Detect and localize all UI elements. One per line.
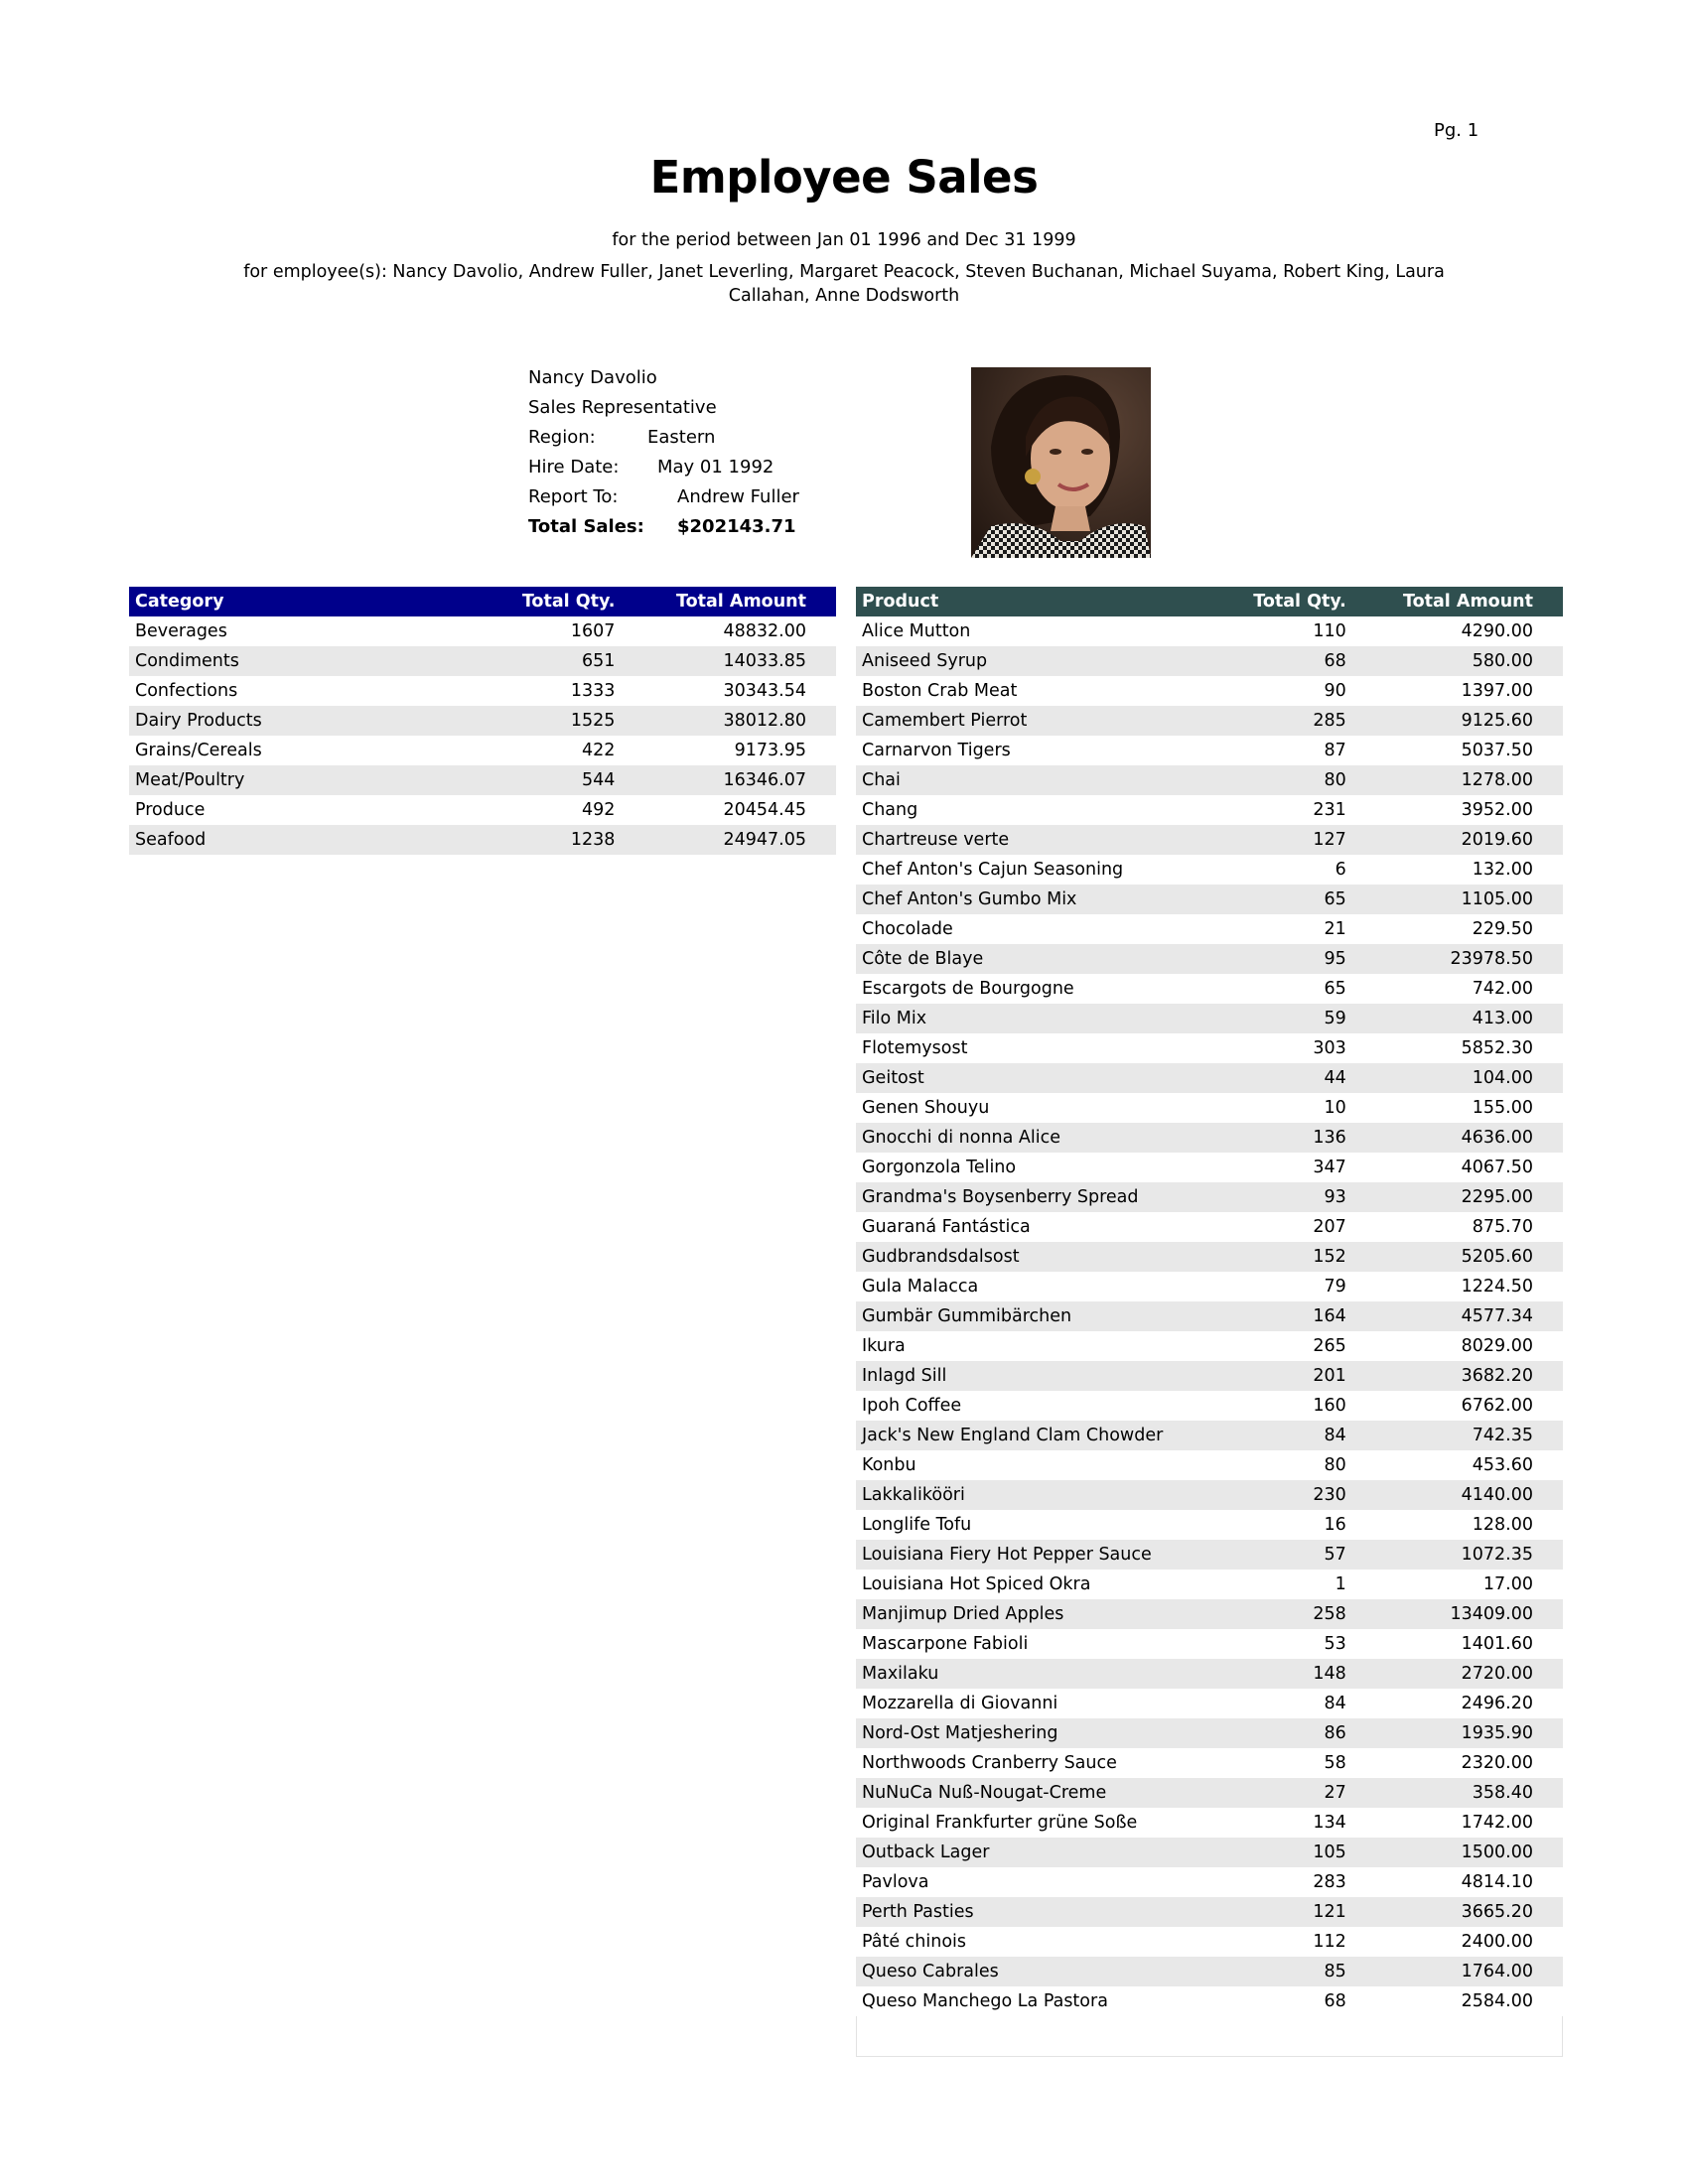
cell-total-qty: 148 [1210, 1659, 1376, 1689]
cell-name: Ikura [862, 1336, 906, 1356]
table-row [856, 1063, 1563, 1093]
cell-total-qty: 136 [1210, 1123, 1376, 1153]
cell-name: Chai [856, 765, 1210, 795]
report-employee-list: for employee(s): Nancy Davolio, Andrew Fuller, Janet Leverling, Margaret Peacock, Steven Buchanan, Michael Suyama, Robert King, Laura Callahan, Anne Dodsworth [243, 262, 1445, 306]
cell-name: Manjimup Dried Apples [856, 1599, 1210, 1629]
cell-total-qty: 230 [1210, 1480, 1376, 1510]
column-header-total-qty: Total Qty. [1210, 587, 1376, 616]
cell-total-qty: 84 [1210, 1421, 1376, 1450]
column-header-category: Category [129, 587, 472, 616]
cell-name: Escargots de Bourgogne [862, 979, 1074, 999]
cell-name: Louisiana Hot Spiced Okra [862, 1574, 1091, 1594]
cell-name: Gnocchi di nonna Alice [856, 1123, 1210, 1153]
cell-total-amount: 24947.05 [644, 825, 836, 855]
category-sales-table [129, 587, 836, 855]
cell-total-amount: 413.00 [1376, 1004, 1563, 1033]
cell-name: NuNuCa Nuß-Nougat-Creme [856, 1778, 1210, 1808]
cell-total-qty: 492 [582, 800, 616, 820]
cell-total-qty: 258 [1210, 1599, 1376, 1629]
cell-total-qty: 285 [1210, 706, 1376, 736]
cell-name: Grandma's Boysenberry Spread [856, 1182, 1210, 1212]
cell-total-amount: 5852.30 [1461, 1038, 1533, 1058]
cell-total-qty: 6 [1335, 860, 1346, 880]
cell-total-qty: 90 [1324, 681, 1346, 701]
cell-total-amount: 1278.00 [1376, 765, 1563, 795]
cell-total-amount: 5205.60 [1376, 1242, 1563, 1272]
cell-total-amount: 4814.10 [1461, 1872, 1533, 1892]
cell-total-qty: 1238 [472, 825, 645, 855]
cell-total-qty: 65 [1324, 979, 1346, 999]
cell-total-amount: 20454.45 [723, 800, 806, 820]
cell-total-amount: 155.00 [1472, 1098, 1533, 1118]
table-row [856, 1450, 1563, 1480]
table-row [856, 1629, 1563, 1659]
table-row [856, 1182, 1563, 1212]
employee-title: Sales Representative [528, 397, 717, 418]
cell-name: Maxilaku [856, 1659, 1210, 1689]
table-row [856, 1570, 1563, 1599]
cell-name: Perth Pasties [856, 1897, 1210, 1927]
cell-total-qty: 105 [1210, 1838, 1376, 1867]
cell-total-amount: 875.70 [1472, 1217, 1533, 1237]
cell-name: Mozzarella di Giovanni [862, 1694, 1058, 1713]
cell-total-amount: 16346.07 [644, 765, 836, 795]
cell-total-amount: 2019.60 [1376, 825, 1563, 855]
cell-name: Chocolade [862, 919, 953, 939]
cell-total-amount: 2295.00 [1376, 1182, 1563, 1212]
table-row [129, 676, 836, 706]
cell-total-qty: 16 [1324, 1515, 1346, 1535]
table-row [856, 885, 1563, 914]
cell-name: Grains/Cereals [135, 741, 262, 760]
cell-name: Beverages [135, 621, 227, 641]
table-row [856, 1421, 1563, 1450]
cell-total-amount: 132.00 [1472, 860, 1533, 880]
cell-name: Seafood [129, 825, 472, 855]
table-row [856, 706, 1563, 736]
cell-name: Gorgonzola Telino [862, 1158, 1017, 1177]
cell-name: Queso Cabrales [856, 1957, 1210, 1986]
cell-name: Aniseed Syrup [856, 646, 1210, 676]
cell-total-amount: 4290.00 [1461, 621, 1533, 641]
cell-total-amount: 2320.00 [1461, 1753, 1533, 1773]
cell-name: Chef Anton's Gumbo Mix [856, 885, 1210, 914]
table-row [856, 1659, 1563, 1689]
cell-total-qty: 21 [1324, 919, 1346, 939]
column-header-total-amount: Total Amount [1376, 587, 1563, 616]
cell-name: Guaraná Fantástica [862, 1217, 1031, 1237]
cell-total-qty: 68 [1324, 1991, 1346, 2011]
table-row [856, 736, 1563, 765]
cell-total-amount: 3665.20 [1376, 1897, 1563, 1927]
cell-total-qty: 1333 [570, 681, 616, 701]
cell-name: Queso Manchego La Pastora [862, 1991, 1108, 2011]
cell-name: Inlagd Sill [856, 1361, 1210, 1391]
cell-total-qty: 422 [582, 741, 616, 760]
table-row [129, 616, 836, 646]
cell-total-amount: 5037.50 [1461, 741, 1533, 760]
table-row [856, 1004, 1563, 1033]
table-row [856, 1331, 1563, 1361]
table-row [856, 825, 1563, 855]
table-row [856, 1272, 1563, 1301]
cell-total-qty: 44 [1210, 1063, 1376, 1093]
table-row [856, 1718, 1563, 1748]
cell-total-qty: 160 [1313, 1396, 1346, 1416]
table-row [856, 1153, 1563, 1182]
table-row [856, 765, 1563, 795]
page-number: Pg. 1 [1434, 120, 1479, 141]
cell-total-qty: 95 [1210, 944, 1376, 974]
table-row [856, 795, 1563, 825]
cell-total-amount: 14033.85 [644, 646, 836, 676]
cell-total-qty: 80 [1324, 1455, 1346, 1475]
cell-total-qty: 347 [1313, 1158, 1346, 1177]
cell-total-amount: 38012.80 [644, 706, 836, 736]
table-row [129, 706, 836, 736]
cell-name: Boston Crab Meat [862, 681, 1018, 701]
table-row [129, 825, 836, 855]
cell-name: Condiments [129, 646, 472, 676]
cell-total-amount: 30343.54 [723, 681, 806, 701]
cell-total-qty: 93 [1210, 1182, 1376, 1212]
cell-total-qty: 112 [1313, 1932, 1346, 1952]
column-header-total-amount: Total Amount [644, 587, 836, 616]
product-table-footer [856, 2016, 1563, 2057]
cell-total-amount: 17.00 [1482, 1574, 1533, 1594]
table-row [856, 1301, 1563, 1331]
cell-name: Louisiana Fiery Hot Pepper Sauce [856, 1540, 1210, 1570]
cell-name: Gudbrandsdalsost [856, 1242, 1210, 1272]
cell-total-qty: 65 [1210, 885, 1376, 914]
table-row [856, 1212, 1563, 1242]
cell-total-qty: 1525 [472, 706, 645, 736]
cell-name: Gula Malacca [862, 1277, 979, 1297]
product-sales-table [856, 587, 1563, 2016]
table-row [129, 765, 836, 795]
cell-total-amount: 742.35 [1376, 1421, 1563, 1450]
region-label: Region: [528, 427, 596, 448]
cell-name: Meat/Poultry [129, 765, 472, 795]
table-row [856, 1093, 1563, 1123]
table-row [856, 1033, 1563, 1063]
cell-name: Camembert Pierrot [856, 706, 1210, 736]
table-row [856, 855, 1563, 885]
cell-total-amount: 1105.00 [1376, 885, 1563, 914]
cell-total-amount: 229.50 [1472, 919, 1533, 939]
cell-total-amount: 23978.50 [1376, 944, 1563, 974]
column-header-product: Product [856, 587, 1210, 616]
table-row [856, 1540, 1563, 1570]
table-row [856, 646, 1563, 676]
cell-name: Dairy Products [129, 706, 472, 736]
cell-total-amount: 1397.00 [1461, 681, 1533, 701]
cell-total-amount: 1401.60 [1461, 1634, 1533, 1654]
table-row [856, 1361, 1563, 1391]
cell-total-qty: 651 [472, 646, 645, 676]
table-row [856, 974, 1563, 1004]
cell-name: Geitost [856, 1063, 1210, 1093]
table-row [856, 1808, 1563, 1838]
cell-total-amount: 1742.00 [1461, 1813, 1533, 1833]
cell-total-qty: 27 [1210, 1778, 1376, 1808]
report-to-value: Andrew Fuller [677, 486, 799, 507]
total-sales-label: Total Sales: [528, 516, 644, 537]
cell-name: Ipoh Coffee [862, 1396, 962, 1416]
table-row [856, 676, 1563, 706]
cell-total-qty: 10 [1324, 1098, 1346, 1118]
cell-total-qty: 86 [1210, 1718, 1376, 1748]
cell-total-qty: 84 [1324, 1694, 1346, 1713]
cell-total-qty: 134 [1313, 1813, 1346, 1833]
cell-total-amount: 580.00 [1376, 646, 1563, 676]
cell-name: Chef Anton's Cajun Seasoning [862, 860, 1124, 880]
cell-total-amount: 4140.00 [1376, 1480, 1563, 1510]
cell-total-qty: 59 [1210, 1004, 1376, 1033]
hire-date-label: Hire Date: [528, 457, 620, 478]
cell-name: Nord-Ost Matjeshering [856, 1718, 1210, 1748]
cell-name: Konbu [862, 1455, 916, 1475]
report-period: for the period between Jan 01 1996 and Dec 31 1999 [612, 230, 1076, 250]
cell-total-qty: 121 [1210, 1897, 1376, 1927]
region-value: Eastern [647, 427, 716, 448]
cell-name: Alice Mutton [862, 621, 971, 641]
cell-name: Confections [135, 681, 238, 701]
cell-name: Produce [135, 800, 206, 820]
cell-total-qty: 283 [1313, 1872, 1346, 1892]
cell-name: Northwoods Cranberry Sauce [862, 1753, 1117, 1773]
table-row [856, 1689, 1563, 1718]
cell-total-qty: 68 [1210, 646, 1376, 676]
cell-total-amount: 1072.35 [1376, 1540, 1563, 1570]
cell-total-qty: 57 [1210, 1540, 1376, 1570]
cell-total-amount: 104.00 [1376, 1063, 1563, 1093]
cell-name: Chartreuse verte [856, 825, 1210, 855]
employee-name: Nancy Davolio [528, 367, 657, 388]
table-row [856, 1242, 1563, 1272]
cell-total-qty: 231 [1313, 800, 1346, 820]
cell-total-qty: 79 [1324, 1277, 1346, 1297]
column-header-total-qty: Total Qty. [472, 587, 645, 616]
cell-name: Longlife Tofu [862, 1515, 972, 1535]
cell-total-qty: 53 [1324, 1634, 1346, 1654]
cell-total-amount: 4636.00 [1376, 1123, 1563, 1153]
table-row [129, 646, 836, 676]
cell-total-amount: 453.60 [1472, 1455, 1533, 1475]
cell-name: Jack's New England Clam Chowder [856, 1421, 1210, 1450]
cell-total-amount: 2400.00 [1461, 1932, 1533, 1952]
table-header-row [856, 587, 1563, 616]
cell-name: Original Frankfurter grüne Soße [862, 1813, 1138, 1833]
cell-total-qty: 265 [1313, 1336, 1346, 1356]
employee-photo [971, 367, 1151, 558]
cell-name: Pâté chinois [862, 1932, 967, 1952]
cell-total-amount: 9173.95 [734, 741, 806, 760]
cell-name: Pavlova [862, 1872, 929, 1892]
cell-total-amount: 4577.34 [1376, 1301, 1563, 1331]
total-sales-value: $202143.71 [677, 516, 796, 537]
table-row [856, 1599, 1563, 1629]
cell-name: Carnarvon Tigers [862, 741, 1011, 760]
cell-total-qty: 1607 [570, 621, 616, 641]
table-row [856, 1123, 1563, 1153]
cell-total-amount: 6762.00 [1461, 1396, 1533, 1416]
cell-name: Genen Shouyu [862, 1098, 990, 1118]
cell-total-amount: 1224.50 [1461, 1277, 1533, 1297]
cell-total-qty: 87 [1324, 741, 1346, 760]
table-row [856, 1480, 1563, 1510]
table-row [856, 1510, 1563, 1540]
cell-total-amount: 8029.00 [1461, 1336, 1533, 1356]
cell-total-qty: 201 [1210, 1361, 1376, 1391]
cell-total-amount: 2584.00 [1461, 1991, 1533, 2011]
table-row [856, 944, 1563, 974]
cell-name: Mascarpone Fabioli [862, 1634, 1029, 1654]
cell-total-amount: 1764.00 [1376, 1957, 1563, 1986]
cell-total-qty: 80 [1210, 765, 1376, 795]
cell-name: Outback Lager [856, 1838, 1210, 1867]
table-row [856, 1778, 1563, 1808]
cell-total-amount: 128.00 [1472, 1515, 1533, 1535]
table-row [856, 914, 1563, 944]
table-row [856, 1927, 1563, 1957]
cell-total-qty: 544 [472, 765, 645, 795]
cell-total-amount: 13409.00 [1376, 1599, 1563, 1629]
cell-total-amount: 2720.00 [1376, 1659, 1563, 1689]
cell-total-amount: 358.40 [1376, 1778, 1563, 1808]
cell-total-qty: 207 [1313, 1217, 1346, 1237]
cell-name: Gumbär Gummibärchen [856, 1301, 1210, 1331]
cell-total-qty: 110 [1313, 621, 1346, 641]
table-row [856, 1986, 1563, 2016]
cell-total-amount: 1500.00 [1376, 1838, 1563, 1867]
report-title: Employee Sales [649, 151, 1039, 204]
table-row [856, 1391, 1563, 1421]
cell-total-qty: 58 [1324, 1753, 1346, 1773]
table-row [856, 1957, 1563, 1986]
table-row [129, 736, 836, 765]
table-row [856, 1748, 1563, 1778]
cell-total-qty: 1 [1335, 1574, 1346, 1594]
cell-total-amount: 1935.90 [1376, 1718, 1563, 1748]
table-row [856, 1897, 1563, 1927]
report-to-label: Report To: [528, 486, 619, 507]
cell-total-amount: 3952.00 [1461, 800, 1533, 820]
cell-name: Filo Mix [856, 1004, 1210, 1033]
cell-total-amount: 2496.20 [1461, 1694, 1533, 1713]
cell-total-qty: 85 [1210, 1957, 1376, 1986]
cell-total-amount: 3682.20 [1376, 1361, 1563, 1391]
table-header-row [129, 587, 836, 616]
cell-name: Lakkalikööri [856, 1480, 1210, 1510]
cell-total-qty: 164 [1210, 1301, 1376, 1331]
cell-name: Chang [862, 800, 918, 820]
cell-total-qty: 127 [1210, 825, 1376, 855]
table-row [856, 1867, 1563, 1897]
table-row [856, 616, 1563, 646]
cell-name: Flotemysost [862, 1038, 968, 1058]
cell-total-qty: 152 [1210, 1242, 1376, 1272]
cell-total-qty: 303 [1313, 1038, 1346, 1058]
cell-total-amount: 48832.00 [723, 621, 806, 641]
cell-total-amount: 4067.50 [1461, 1158, 1533, 1177]
table-row [129, 795, 836, 825]
cell-name: Côte de Blaye [856, 944, 1210, 974]
cell-total-amount: 9125.60 [1376, 706, 1563, 736]
cell-total-amount: 742.00 [1472, 979, 1533, 999]
table-row [856, 1838, 1563, 1867]
hire-date-value: May 01 1992 [657, 457, 774, 478]
